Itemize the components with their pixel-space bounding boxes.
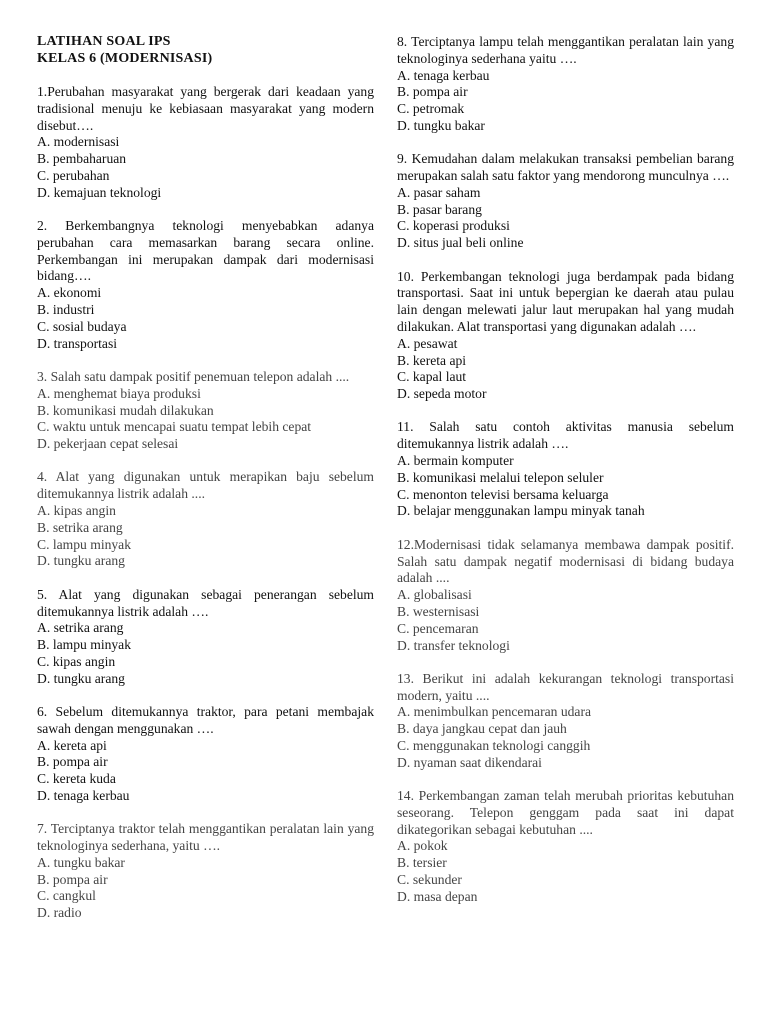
- answer-option: B. pembaharuan: [37, 151, 127, 167]
- answer-option: A. pasar saham: [397, 184, 481, 200]
- question-12: [397, 537, 734, 655]
- question-7: [37, 821, 374, 922]
- question-stem: 13. Berikut ini adalah kekurangan teknologi transportasi modern, yaitu ....: [397, 670, 734, 703]
- question-11: [397, 419, 734, 520]
- question-14: [397, 788, 734, 906]
- answer-option: D. transportasi: [37, 335, 118, 351]
- answer-option: A. menimbulkan pencemaran udara: [397, 704, 592, 720]
- question-8: [397, 34, 734, 135]
- answer-option: C. petromak: [397, 101, 465, 117]
- answer-option: B. tersier: [397, 855, 447, 871]
- answer-option: D. situs jual beli online: [397, 235, 524, 251]
- answer-option: D. belajar menggunakan lampu minyak tanah: [397, 503, 645, 519]
- left-column: [37, 34, 374, 939]
- worksheet-title: LATIHAN SOAL IPS: [37, 34, 171, 49]
- answer-option: A. setrika arang: [37, 620, 124, 636]
- question-9: [397, 151, 734, 252]
- left-question-list: [37, 84, 374, 922]
- answer-option: A. pokok: [397, 838, 448, 854]
- answer-option: B. pompa air: [397, 84, 468, 100]
- question-1: [37, 84, 374, 202]
- answer-option: A. tungku bakar: [37, 854, 125, 870]
- answer-option: B. lampu minyak: [37, 637, 132, 653]
- answer-option: C. menonton televisi bersama keluarga: [397, 486, 609, 502]
- answer-option: D. tungku arang: [37, 670, 125, 686]
- question-stem: 6. Sebelum ditemukannya traktor, para petani membajak sawah dengan menggunakan ….: [37, 704, 374, 736]
- answer-option: D. masa depan: [397, 888, 478, 904]
- answer-option: C. menggunakan teknologi canggih: [397, 737, 591, 753]
- question-stem: 9. Kemudahan dalam melakukan transaksi pembelian barang merupakan salah satu faktor yang mendorong munculnya ….: [397, 151, 734, 184]
- answer-option: A. tenaga kerbau: [397, 67, 490, 83]
- answer-option: C. pencemaran: [397, 620, 479, 636]
- answer-option: D. tungku arang: [37, 553, 125, 569]
- answer-option: C. koperasi produksi: [397, 218, 510, 234]
- question-stem: 10. Perkembangan teknologi juga berdampak pada bidang transportasi. Saat ini untuk bepergian ke daerah atau pulau lain dengan melewati jalur laut merupakan hal yang mudah dilakukan. Alat transportasi yang digunakan adalah ….: [397, 268, 734, 334]
- question-stem: 12.Modernisasi tidak selamanya membawa dampak positif. Salah satu dampak negatif modernisasi di bidang budaya adalah ....: [397, 536, 734, 586]
- answer-option: C. cangkul: [37, 888, 96, 904]
- answer-option: D. sepeda motor: [397, 386, 487, 402]
- answer-option: A. modernisasi: [37, 134, 120, 150]
- question-stem: 8. Terciptanya lampu telah menggantikan peralatan lain yang teknologinya sederhana yaitu ….: [397, 34, 734, 66]
- question-stem: 11. Salah satu contoh aktivitas manusia sebelum ditemukannya listrik adalah ….: [397, 419, 734, 452]
- question-stem: 14. Perkembangan zaman telah merubah prioritas kebutuhan seseorang. Telepon genggam pada saat ini dapat dikategorikan sebagai kebutuhan ....: [397, 788, 734, 837]
- answer-option: A. kereta api: [37, 737, 107, 753]
- question-2: [37, 218, 374, 352]
- answer-option: B. industri: [37, 302, 95, 318]
- answer-option: B. setrika arang: [37, 519, 123, 535]
- answer-option: C. perubahan: [37, 167, 110, 183]
- answer-option: C. kereta kuda: [37, 771, 116, 787]
- answer-option: A. bermain komputer: [397, 453, 514, 469]
- answer-option: C. lampu minyak: [37, 536, 132, 552]
- question-stem: 3. Salah satu dampak positif penemuan telepon adalah ....: [37, 368, 350, 384]
- question-13: [397, 671, 734, 772]
- question-stem: 7. Terciptanya traktor telah menggantikan peralatan lain yang teknologinya sederhana, yaitu ….: [37, 821, 374, 854]
- answer-option: B. komunikasi mudah dilakukan: [37, 402, 214, 418]
- answer-option: A. pesawat: [397, 335, 458, 351]
- answer-option: B. pompa air: [37, 871, 108, 887]
- answer-option: C. waktu untuk mencapai suatu tempat lebih cepat: [37, 419, 312, 435]
- answer-option: A. menghemat biaya produksi: [37, 385, 201, 401]
- answer-option: B. westernisasi: [397, 603, 480, 619]
- question-4: [37, 469, 374, 570]
- question-stem: 1.Perubahan masyarakat yang bergerak dari keadaan yang tradisional menuju ke kebiasaan masyarakat yang modern disebut….: [37, 84, 374, 133]
- question-stem: 2. Berkembangnya teknologi menyebabkan adanya perubahan cara memasarkan barang secara online. Perkembangan ini merupakan dampak dari modernisasi bidang….: [37, 218, 374, 284]
- question-3: [37, 369, 374, 453]
- answer-option: C. kipas angin: [37, 653, 116, 669]
- worksheet-header: [37, 34, 374, 67]
- worksheet-subtitle: KELAS 6 (MODERNISASI): [37, 50, 213, 66]
- answer-option: B. kereta api: [397, 352, 467, 368]
- answer-option: A. ekonomi: [37, 285, 102, 301]
- answer-option: D. tungku bakar: [397, 117, 485, 133]
- answer-option: B. pompa air: [37, 754, 108, 770]
- answer-option: D. radio: [37, 905, 82, 921]
- question-stem: 4. Alat yang digunakan untuk merapikan baju sebelum ditemukannya listrik adalah ....: [37, 469, 374, 502]
- right-question-list: [397, 34, 734, 906]
- answer-option: D. tenaga kerbau: [37, 787, 130, 803]
- question-10: [397, 269, 734, 403]
- answer-option: C. sekunder: [397, 872, 462, 888]
- answer-option: A. kipas angin: [37, 503, 116, 519]
- answer-option: B. komunikasi melalui telepon seluler: [397, 469, 604, 485]
- answer-option: C. sosial budaya: [37, 318, 127, 334]
- question-stem: 5. Alat yang digunakan sebagai penerangan sebelum ditemukannya listrik adalah ….: [37, 586, 374, 619]
- answer-option: B. pasar barang: [397, 201, 482, 217]
- question-5: [37, 587, 374, 688]
- answer-option: D. transfer teknologi: [397, 637, 510, 653]
- answer-option: D. kemajuan teknologi: [37, 184, 162, 200]
- answer-option: A. globalisasi: [397, 587, 472, 603]
- answer-option: D. nyaman saat dikendarai: [397, 754, 542, 770]
- answer-option: D. pekerjaan cepat selesai: [37, 436, 179, 452]
- answer-option: C. kapal laut: [397, 369, 467, 385]
- right-column: [397, 34, 734, 922]
- answer-option: B. daya jangkau cepat dan jauh: [397, 721, 567, 737]
- question-6: [37, 704, 374, 805]
